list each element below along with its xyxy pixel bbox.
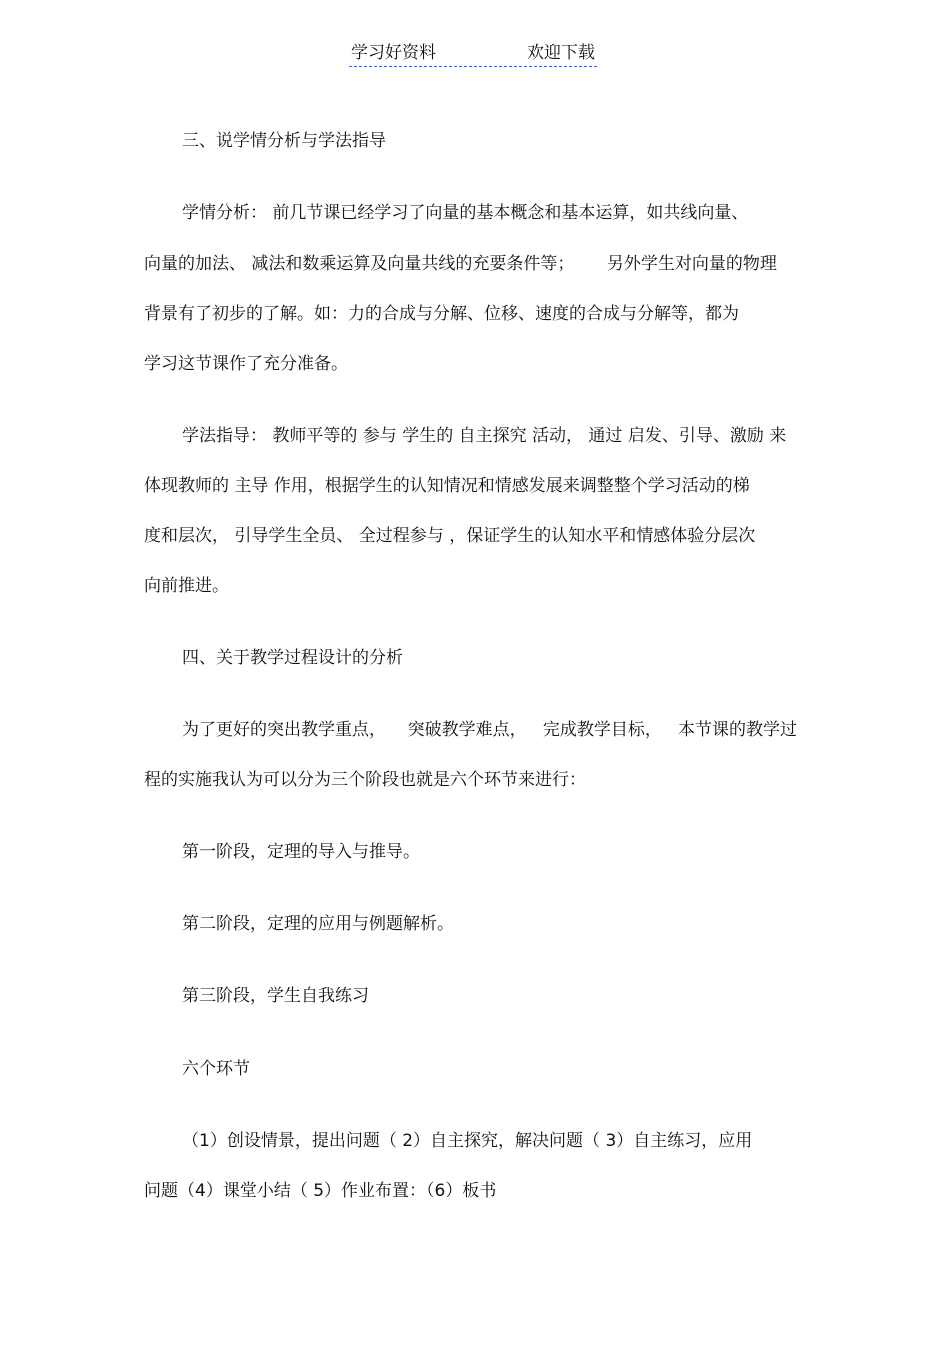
analysis-line-3: 背景有了初步的了解。如：力的合成与分解、位移、速度的合成与分解等，都为 [144,304,739,324]
analysis-line-1: 学情分析： 前几节课已经学习了向量的基本概念和基本运算，如共线向量、 [182,203,749,223]
intro-line-1: 为了更好的突出教学重点， 突破教学难点， 完成教学目标， 本节课的教学过 [182,720,798,740]
guidance-line-4: 向前推进。 [144,576,229,596]
stage-3: 第三阶段，学生自我练习 [182,986,369,1006]
stage-2: 第二阶段，定理的应用与例题解析。 [182,914,454,934]
section-4-heading: 四、关于教学过程设计的分析 [182,648,403,668]
six-links-line-2: 问题（4）课堂小结（ 5）作业布置：（6）板书 [144,1181,497,1201]
guidance-line-2: 体现教师的 主导 作用，根据学生的认知情况和情感发展来调整整个学习活动的梯 [144,476,750,496]
six-links-title: 六个环节 [182,1059,250,1079]
section-3-heading: 三、说学情分析与学法指导 [182,131,386,151]
stage-1: 第一阶段，定理的导入与推导。 [182,842,420,862]
six-links-line-1: （1）创设情景，提出问题（ 2）自主探究，解决问题（ 3）自主练习，应用 [182,1131,753,1151]
analysis-line-4: 学习这节课作了充分准备。 [144,354,348,374]
header-left-text: 学习好资料 [351,43,436,63]
intro-line-2: 程的实施我认为可以分为三个阶段也就是六个环节来进行： [144,770,586,790]
header-right-text: 欢迎下载 [527,43,595,63]
analysis-line-2: 向量的加法、 减法和数乘运算及向量共线的充要条件等； 另外学生对向量的物理 [144,254,777,274]
page-header [349,42,597,67]
guidance-line-1: 学法指导： 教师平等的 参与 学生的 自主探究 活动， 通过 启发、引导、激励 来 [182,426,787,446]
guidance-line-3: 度和层次， 引导学生全员、 全过程参与 ，保证学生的认知水平和情感体验分层次 [144,526,756,546]
